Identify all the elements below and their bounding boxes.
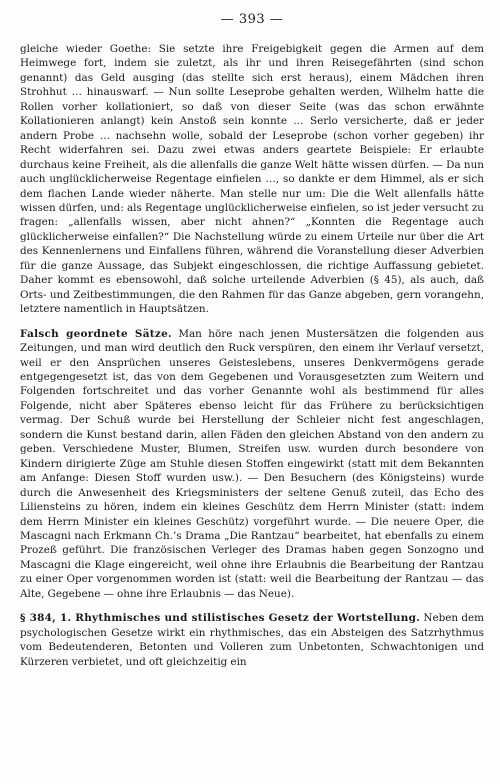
paragraph-goethe-examples <box>20 42 484 317</box>
paragraph-text: Man höre nach jenen Mustersätzen die folgenden aus Zeitungen, und man wird deutlich den Ruck verspüren, den einem ihr Verlauf versetzt, weil er den Ansprüchen unseres Geisteslebens, unseres Denkvermögens gerade entgegengesetzt ist, das von dem Gegebenen und Vorausgesetzten zum Weitern und Folgenden fortschreitet und das vorher Genannte wohl als bestimmend für alles Folgende, nicht aber Späteres ebenso leicht für das Frühere zu berücksichtigen vermag. Der Schuß wurde bei Herstellung der Schleier nicht fest angeschlagen, sondern die Kunst bestand darin, allen Fäden den gleichen Abstand von den andern zu geben. Verschiedene Muster, Blumen, Streifen usw. wurden durch besondere von Kindern dirigierte Züge am Stuhle diesen Stoffen eingewirkt (statt mit dem Bekannten am Anfange: Diesen Stoff wurden usw.). — Den Besuchern (des Königsteins) wurde durch die Anwesenheit des Kriegsministers der seltene Genuß zuteil, das Echo des Liliensteins zu hören, indem ein kleines Geschütz dem Herrn Minister (statt: indem dem Herrn Minister ein kleines Geschütz) vorgeführt wurde. — Die neuere Oper, die Mascagni nach Erkmann Ch.’s Drama „Die Rantzau“ bearbeitet, hat ebenfalls zu einem Prozeß geführt. Die französischen Verleger des Dramas haben gegen Sonzogno und Mascagni die Klage eingereicht, weil ohne ihre Erlaubnis die Bearbeitung der Rantzau zu einer Oper vorgenommen worden ist (statt: weil die Bearbeitung der Rantzau — das Alte, Gegebene — ohne ihre Erlaubnis — das Neue). <box>20 327 484 600</box>
section-heading: Falsch geordnete Sätze. <box>20 327 172 340</box>
paragraph-section-384 <box>20 611 484 669</box>
body-text <box>20 42 484 669</box>
paragraph-falsch-geordnete-saetze <box>20 327 484 602</box>
section-heading: § 384, 1. Rhythmisches und stilistisches Gesetz der Wortstellung. <box>20 612 421 625</box>
paragraph-text: gleiche wieder Goethe: Sie setzte ihre Freigebigkeit gegen die Armen auf dem Heimwege fort, indem sie zuletzt, als ihr und ihren Reisegefährten (sind schon genannt) das Geld ausging (das stellte sich erst heraus), einem Mädchen ihren Strohhut … hinauswarf. — Nun sollte Leseprobe gehalten werden, Wilhelm hatte die Rollen vorher kollationiert, so daß von dieser Seite (was das schon erwähnte Kollationieren anlangt) kein Anstoß sein konnte … Serlo versicherte, daß er jeder andern Probe … nachsehn wolle, sobald der Leseprobe (schon vorher gegeben) ihr Recht widerfahren sei. Dazu zwei etwas anders geartete Beispiele: Er erlaubte durchaus keine Freiheit, als die allenfalls die ganze Welt hätte wissen dürfen. — Da nun auch unglücklicherweise Regentage einfielen …, so dankte er dem Himmel, als er sich dem flachen Lande wieder näherte. Man stelle nur um: Die die Welt allenfalls hätte wissen dürfen, und: als Regentage unglücklicherweise einfielen, so ist jeder versucht zu fragen: „allenfalls wissen, aber nicht ahnen?“ „Konnten die Regentage auch glücklicherweise einfallen?“ Die Nachstellung würde zu einem Urteile nur über die Art des Kennenlernens und Einfallens führen, während die Voranstellung dieser Adverbien für die ganze Aussage, das Subjekt eingeschlossen, die richtige Auffassung gebietet. Daher kommt es ebensowohl, daß solche urteilende Adverbien (§ 45), als auch, daß Orts- und Zeitbestimmungen, die den Rahmen für das Ganze abgeben, gern vorangehn, letztere namentlich in Hauptsätzen. <box>20 43 484 316</box>
paragraph-text: Neben dem psychologischen Gesetze wirkt ein rhythmisches, das ein Absteigen des Satzrhythmus vom Bedeutenderen, Betonten und Volleren zum Unbetonten, Schwachtonigen und Kürzeren verbietet, und oft gleichzeitig ein <box>20 612 485 668</box>
page-number: — 393 — <box>220 12 284 27</box>
